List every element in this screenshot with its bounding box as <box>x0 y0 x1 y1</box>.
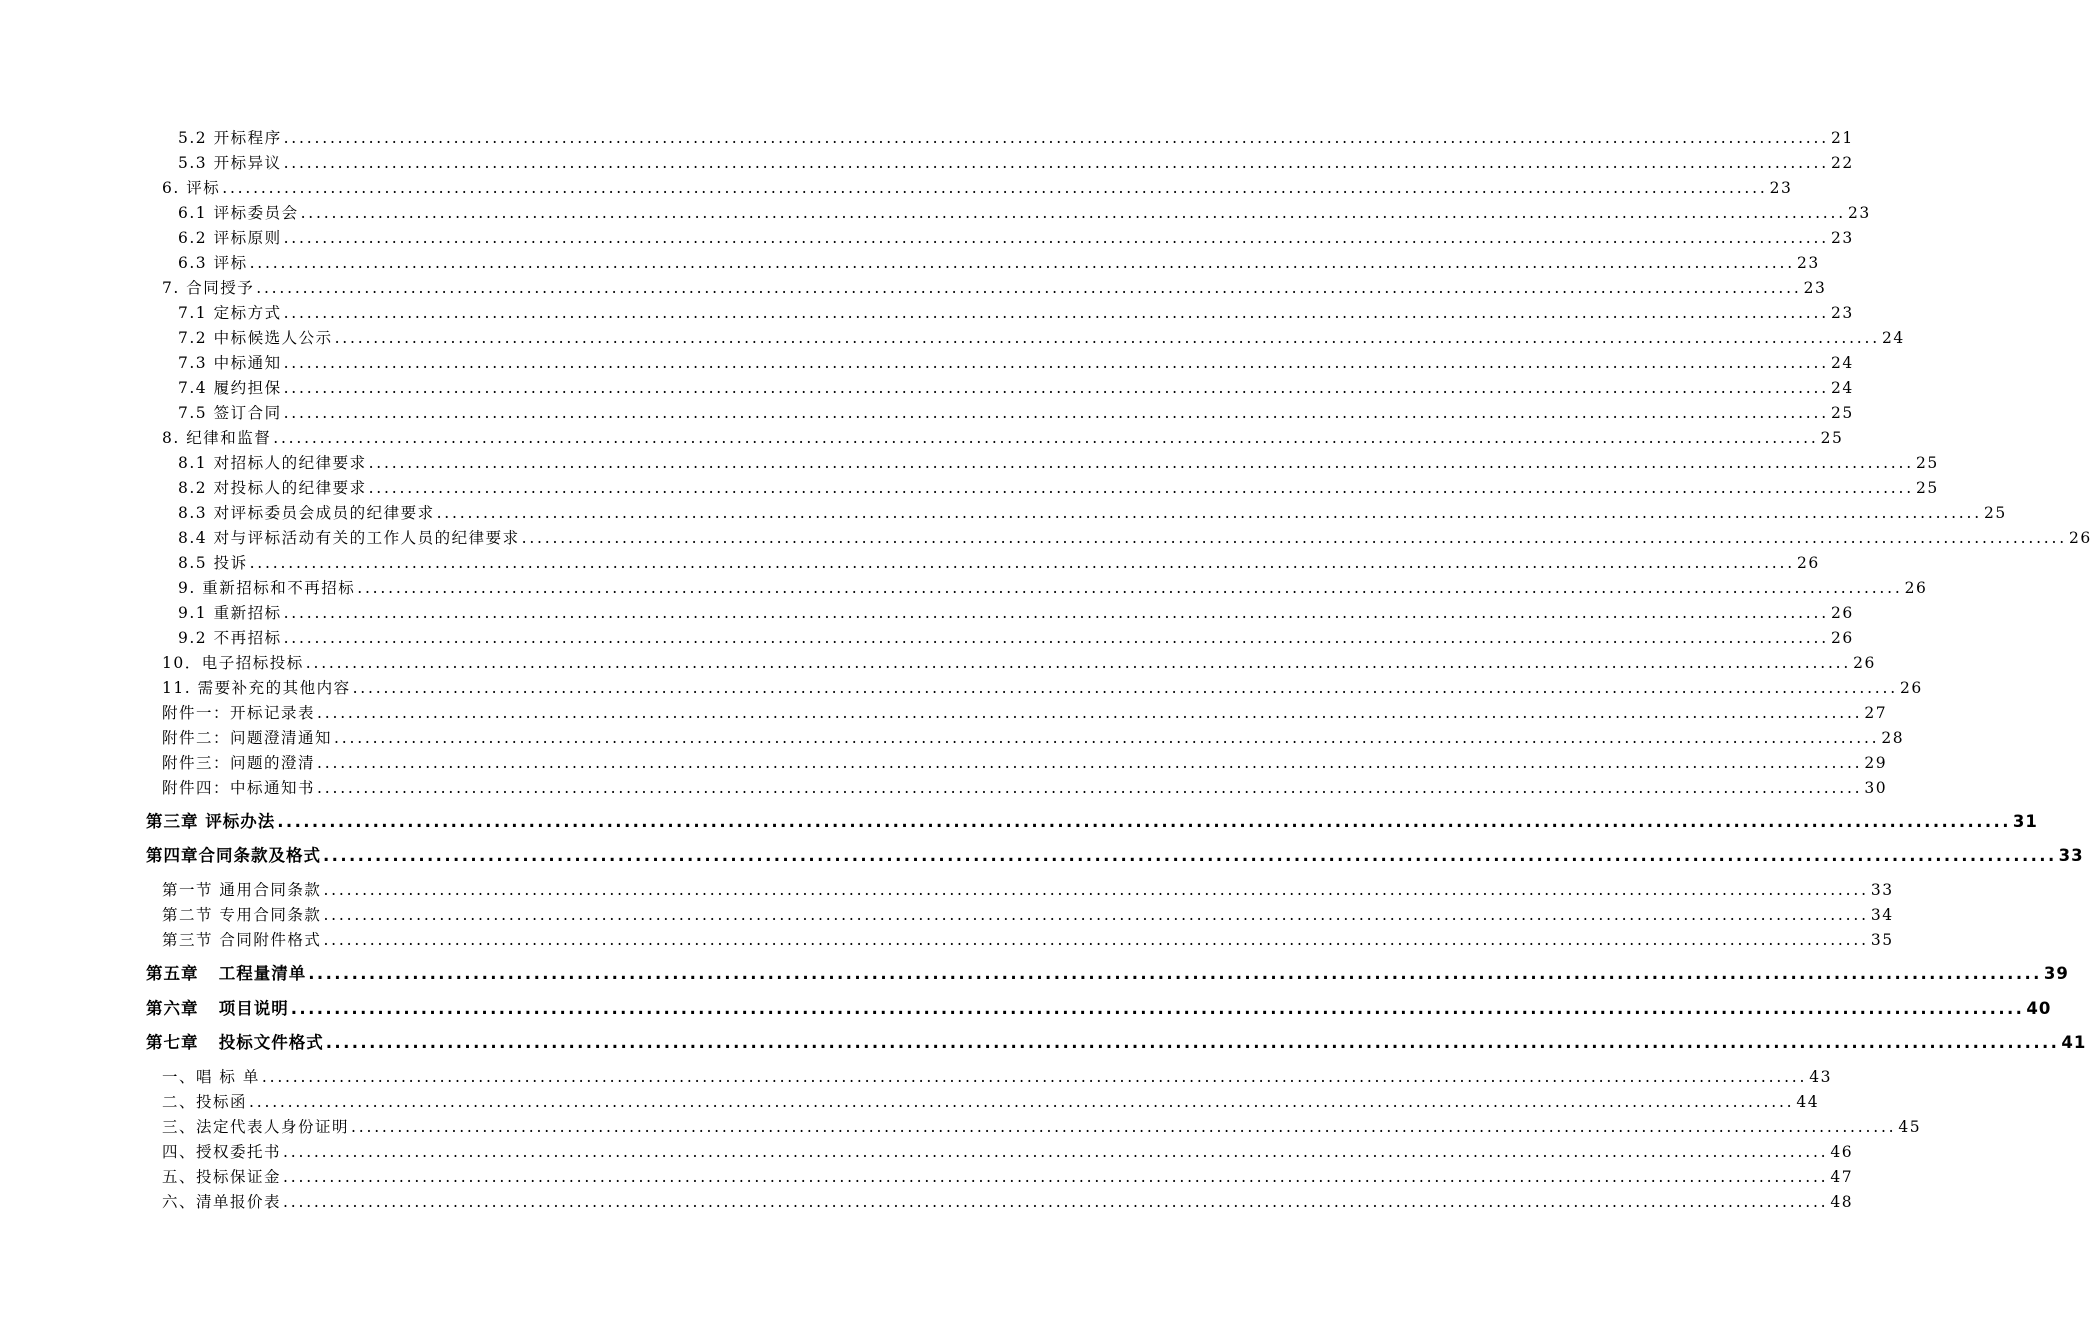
toc-entry-title: 附件三：问题的澄清 <box>162 754 316 772</box>
dot-leader: ........................................................................................................................................................................................................ <box>256 279 1802 297</box>
toc-entry-title: 7.3 中标通知 <box>178 354 282 372</box>
toc-entry[interactable] <box>162 277 1827 299</box>
toc-entry-page: 23 <box>1803 279 1827 297</box>
dot-leader: ........................................................................................................................................................................................................ <box>283 1168 1829 1186</box>
toc-entry-title: 8.2 对投标人的纪律要求 <box>178 479 367 497</box>
toc-entry-page: 43 <box>1809 1068 1832 1086</box>
toc-entry-page: 22 <box>1830 154 1854 172</box>
toc-entry-page: 23 <box>1847 204 1871 222</box>
dot-leader: ........................................................................................................................................................................................................ <box>323 881 1869 899</box>
toc-entry-page: 24 <box>1830 379 1854 397</box>
toc-chapter-entry[interactable] <box>146 998 2052 1020</box>
toc-entry-title: 四、授权委托书 <box>162 1143 282 1161</box>
toc-entry[interactable] <box>178 552 1820 574</box>
toc-entry[interactable] <box>162 1116 1922 1138</box>
toc-entry-title: 11. 需要补充的其他内容 <box>162 679 351 697</box>
toc-entry-title: 9. 重新招标和不再招标 <box>178 579 356 597</box>
dot-leader: ........................................................................................................................................................................................................ <box>283 1143 1829 1161</box>
dot-leader: ........................................................................................................................................................................................................ <box>283 1193 1829 1211</box>
toc-entry[interactable] <box>162 904 1894 926</box>
toc-entry-title: 第二节 专用合同条款 <box>162 906 322 924</box>
toc-entry[interactable] <box>178 377 1854 399</box>
toc-entry-title: 8.3 对评标委员会成员的纪律要求 <box>178 504 435 522</box>
toc-entry-page: 40 <box>2026 999 2052 1018</box>
toc-entry[interactable] <box>162 752 1888 774</box>
dot-leader: ........................................................................................................................................................................................................ <box>283 129 1829 147</box>
toc-entry-page: 23 <box>1769 179 1793 197</box>
dot-leader: ........................................................................................................................................................................................................ <box>273 429 1819 447</box>
toc-entry-title: 三、法定代表人身份证明 <box>162 1118 350 1136</box>
toc-entry-title: 附件一：开标记录表 <box>162 704 316 722</box>
toc-entry-title: 7.1 定标方式 <box>178 304 282 322</box>
toc-entry-title: 第七章 投标文件格式 <box>146 1033 324 1052</box>
toc-entry-page: 35 <box>1870 931 1894 949</box>
dot-leader: ........................................................................................................................................................................................................ <box>222 179 1768 197</box>
toc-entry-title: 附件二：问题澄清通知 <box>162 729 333 747</box>
toc-chapter-entry[interactable] <box>146 845 2084 867</box>
toc-entry-title: 8.5 投诉 <box>178 554 248 572</box>
toc-chapter-entry[interactable] <box>146 1032 2087 1054</box>
toc-entry[interactable] <box>162 427 1844 449</box>
toc-entry[interactable] <box>178 477 1939 499</box>
toc-entry[interactable] <box>162 727 1905 749</box>
dot-leader: ........................................................................................................................................................................................................ <box>283 354 1829 372</box>
toc-entry-page: 21 <box>1830 129 1854 147</box>
dot-leader: ........................................................................................................................................................................................................ <box>283 404 1829 422</box>
toc-entry-title: 5.2 开标程序 <box>178 129 282 147</box>
toc-entry[interactable] <box>162 677 1923 699</box>
toc-chapter-entry[interactable] <box>146 963 2069 985</box>
dot-leader: ........................................................................................................................................................................................................ <box>323 931 1869 949</box>
dot-leader: ........................................................................................................................................................................................................ <box>334 329 1880 347</box>
toc-entry-page: 25 <box>1915 479 1939 497</box>
toc-entry-title: 5.3 开标异议 <box>178 154 282 172</box>
toc-entry[interactable] <box>178 252 1820 274</box>
toc-entry-page: 46 <box>1830 1143 1854 1161</box>
dot-leader: ........................................................................................................................................................................................................ <box>249 254 1795 272</box>
toc-entry-title: 附件四：中标通知书 <box>162 779 316 797</box>
toc-entry-title: 7.4 履约担保 <box>178 379 282 397</box>
dot-leader: ........................................................................................................................................................................................................ <box>283 154 1829 172</box>
toc-entry-title: 7. 合同授予 <box>162 279 255 297</box>
toc-entry-title: 6.3 评标 <box>178 254 248 272</box>
toc-entry[interactable] <box>162 177 1793 199</box>
toc-entry-page: 34 <box>1870 906 1894 924</box>
dot-leader: ........................................................................................................................................................................................................ <box>261 1068 1808 1086</box>
toc-entry-page: 26 <box>1830 629 1854 647</box>
dot-leader: ........................................................................................................................................................................................................ <box>352 679 1898 697</box>
toc-entry-page: 44 <box>1796 1093 1820 1111</box>
toc-entry[interactable] <box>162 879 1894 901</box>
toc-entry[interactable] <box>162 1141 1854 1163</box>
toc-entry-page: 26 <box>1796 554 1820 572</box>
toc-entry[interactable] <box>178 602 1854 624</box>
toc-entry[interactable] <box>178 327 1905 349</box>
toc-entry-page: 25 <box>1915 454 1939 472</box>
toc-entry-page: 39 <box>2043 964 2069 983</box>
dot-leader: ........................................................................................................................................................................................................ <box>300 204 1846 222</box>
toc-entry-page: 26 <box>1830 604 1854 622</box>
toc-entry-title: 10．电子招标投标 <box>162 654 304 672</box>
toc-entry-page: 45 <box>1898 1118 1922 1136</box>
toc-entry-title: 7.2 中标候选人公示 <box>178 329 333 347</box>
dot-leader: ........................................................................................................................................................................................................ <box>249 554 1795 572</box>
toc-entry-title: 8.4 对与评标活动有关的工作人员的纪律要求 <box>178 529 520 547</box>
toc-entry-page: 41 <box>2061 1033 2087 1052</box>
toc-entry-page: 25 <box>1820 429 1844 447</box>
toc-entry-page: 25 <box>1830 404 1854 422</box>
toc-entry[interactable] <box>162 777 1888 799</box>
dot-leader: ........................................................................................................................................................................................................ <box>317 779 1863 797</box>
toc-entry-title: 6. 评标 <box>162 179 221 197</box>
toc-entry-page: 26 <box>1904 579 1928 597</box>
dot-leader: ........................................................................................................................................................................................................ <box>323 846 2057 865</box>
dot-leader: ........................................................................................................................................................................................................ <box>368 454 1914 472</box>
dot-leader: ........................................................................................................................................................................................................ <box>305 654 1852 672</box>
toc-entry[interactable] <box>178 202 1871 224</box>
toc-entry[interactable] <box>178 452 1939 474</box>
dot-leader: ........................................................................................................................................................................................................ <box>283 229 1829 247</box>
toc-entry-page: 28 <box>1881 729 1905 747</box>
toc-entry-title: 8.1 对招标人的纪律要求 <box>178 454 367 472</box>
toc-entry-title: 第一节 通用合同条款 <box>162 881 322 899</box>
toc-entry-title: 9.2 不再招标 <box>178 629 282 647</box>
dot-leader: ........................................................................................................................................................................................................ <box>325 1033 2060 1052</box>
dot-leader: ........................................................................................................................................................................................................ <box>351 1118 1897 1136</box>
dot-leader: ........................................................................................................................................................................................................ <box>290 999 2025 1018</box>
toc-entry[interactable] <box>178 527 2092 549</box>
toc-entry[interactable] <box>178 127 1854 149</box>
toc-entry-page: 24 <box>1830 354 1854 372</box>
dot-leader: ........................................................................................................................................................................................................ <box>308 964 2042 983</box>
toc-entry-page: 23 <box>1796 254 1820 272</box>
toc-entry-title: 8. 纪律和监督 <box>162 429 272 447</box>
toc-entry-title: 6.1 评标委员会 <box>178 204 299 222</box>
dot-leader: ........................................................................................................................................................................................................ <box>283 379 1829 397</box>
toc-entry-page: 48 <box>1830 1193 1854 1211</box>
toc-entry-page: 23 <box>1830 229 1854 247</box>
toc-entry[interactable] <box>162 652 1876 674</box>
dot-leader: ........................................................................................................................................................................................................ <box>521 529 2067 547</box>
toc-entry[interactable] <box>162 702 1888 724</box>
toc-entry-title: 六、清单报价表 <box>162 1193 282 1211</box>
toc-entry-page: 30 <box>1864 779 1888 797</box>
dot-leader: ........................................................................................................................................................................................................ <box>277 812 2011 831</box>
dot-leader: ........................................................................................................................................................................................................ <box>368 479 1914 497</box>
toc-entry-page: 26 <box>1853 654 1876 672</box>
toc-entry-page: 33 <box>2058 846 2084 865</box>
toc-entry[interactable] <box>162 929 1894 951</box>
toc-entry-page: 26 <box>2069 529 2092 547</box>
toc-entry-page: 33 <box>1870 881 1894 899</box>
toc-entry-title: 二、投标函 <box>162 1093 248 1111</box>
toc-entry[interactable] <box>162 1166 1854 1188</box>
toc-entry[interactable] <box>178 302 1854 324</box>
toc-entry-page: 31 <box>2012 812 2038 831</box>
toc-entry-page: 47 <box>1830 1168 1854 1186</box>
toc-entry-page: 27 <box>1864 704 1888 722</box>
toc-entry-page: 24 <box>1881 329 1905 347</box>
toc-entry-title: 第三节 合同附件格式 <box>162 931 322 949</box>
toc-entry-title: 7.5 签订合同 <box>178 404 282 422</box>
toc-entry-title: 五、投标保证金 <box>162 1168 282 1186</box>
toc-entry-page: 26 <box>1899 679 1923 697</box>
toc-entry[interactable] <box>178 402 1854 424</box>
toc-entry[interactable] <box>178 152 1854 174</box>
toc-entry-page: 23 <box>1830 304 1854 322</box>
toc-entry[interactable] <box>162 1066 1832 1088</box>
toc-entry[interactable] <box>178 352 1854 374</box>
toc-chapter-entry[interactable] <box>146 811 2038 833</box>
toc-entry-title: 一、唱 标 单 <box>162 1068 260 1086</box>
toc-entry-title: 第五章 工程量清单 <box>146 964 307 983</box>
dot-leader: ........................................................................................................................................................................................................ <box>283 604 1829 622</box>
toc-entry[interactable] <box>178 227 1854 249</box>
dot-leader: ........................................................................................................................................................................................................ <box>323 906 1869 924</box>
dot-leader: ........................................................................................................................................................................................................ <box>249 1093 1795 1111</box>
toc-entry[interactable] <box>162 1091 1820 1113</box>
dot-leader: ........................................................................................................................................................................................................ <box>357 579 1903 597</box>
dot-leader: ........................................................................................................................................................................................................ <box>283 304 1829 322</box>
toc-entry[interactable] <box>178 502 2007 524</box>
dot-leader: ........................................................................................................................................................................................................ <box>283 629 1829 647</box>
dot-leader: ........................................................................................................................................................................................................ <box>334 729 1880 747</box>
dot-leader: ........................................................................................................................................................................................................ <box>317 704 1863 722</box>
toc-entry-page: 25 <box>1983 504 2007 522</box>
toc-entry-page: 29 <box>1864 754 1888 772</box>
dot-leader: ........................................................................................................................................................................................................ <box>436 504 1982 522</box>
toc-entry[interactable] <box>178 627 1854 649</box>
toc-entry[interactable] <box>178 577 1928 599</box>
dot-leader: ........................................................................................................................................................................................................ <box>317 754 1863 772</box>
toc-entry-title: 第六章 项目说明 <box>146 999 289 1018</box>
toc-entry-title: 第三章 评标办法 <box>146 812 276 831</box>
toc-entry[interactable] <box>162 1191 1854 1213</box>
toc-entry-title: 9.1 重新招标 <box>178 604 282 622</box>
toc-entry-title: 6.2 评标原则 <box>178 229 282 247</box>
toc-entry-title: 第四章合同条款及格式 <box>146 846 321 865</box>
